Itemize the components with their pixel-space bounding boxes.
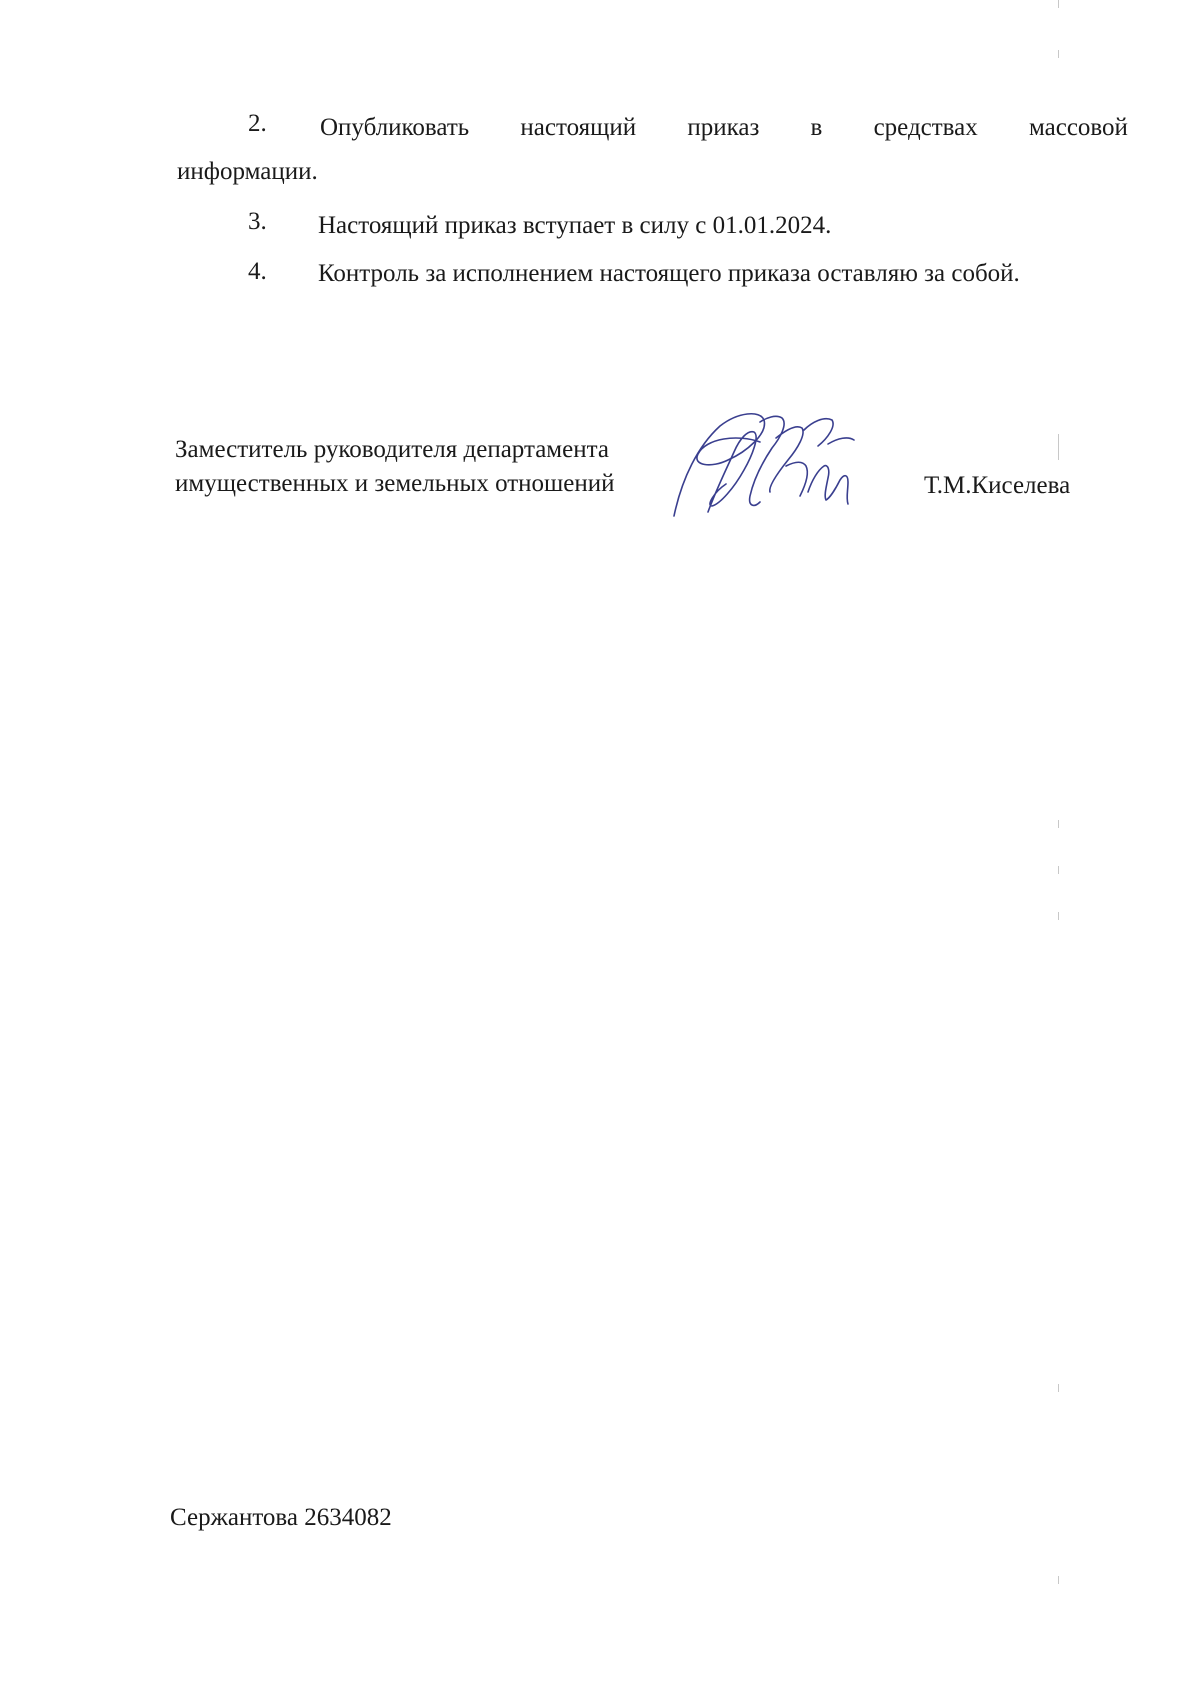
item-number: 3. <box>248 208 267 235</box>
scan-artifact-tick <box>1058 1384 1059 1392</box>
word: Опубликовать <box>320 114 470 141</box>
item-number: 2. <box>248 110 267 137</box>
scan-artifact-tick <box>1058 820 1059 828</box>
item-text-justified <box>320 114 1128 142</box>
item-number: 4. <box>248 258 267 285</box>
word: настоящий <box>520 114 637 141</box>
item-text: Контроль за исполнением настоящего приказа оставляю за собой. <box>318 260 1020 287</box>
scan-artifact-tick <box>1058 1576 1059 1584</box>
executor-contact: Сержантова 2634082 <box>170 1504 392 1531</box>
word: в <box>810 114 823 141</box>
word: массовой <box>1028 114 1128 141</box>
scan-artifact-tick <box>1058 50 1059 58</box>
word: средствах <box>873 114 978 141</box>
scan-artifact-tick <box>1058 866 1059 874</box>
item-text: Настоящий приказ вступает в силу с 01.01.2024. <box>318 212 832 239</box>
signatory-position-line1: Заместитель руководителя департамента <box>175 436 609 463</box>
item-text-continuation: информации. <box>177 158 318 185</box>
scan-artifact-tick <box>1058 434 1059 460</box>
scan-artifact-tick <box>1058 912 1059 920</box>
handwritten-signature <box>668 408 858 520</box>
word: приказ <box>687 114 760 141</box>
signatory-position-line2: имущественных и земельных отношений <box>175 470 615 497</box>
signatory-name: Т.М.Киселева <box>924 472 1071 499</box>
scan-artifact-tick <box>1058 0 1059 8</box>
